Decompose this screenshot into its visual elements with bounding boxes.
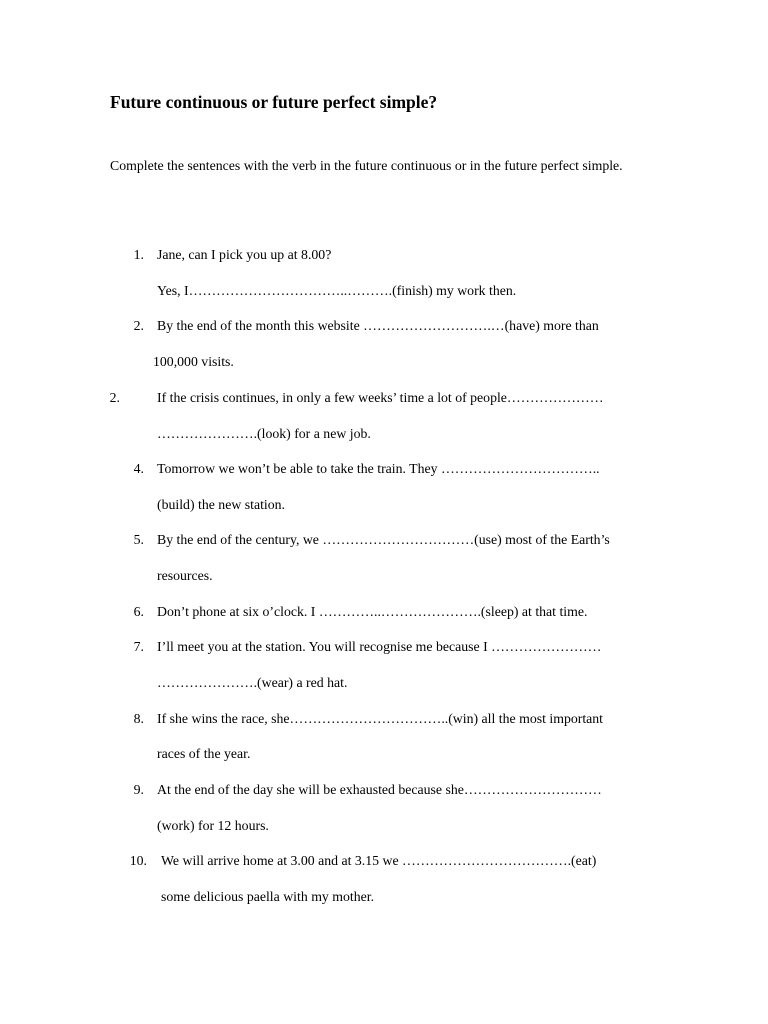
item-line: By the end of the century, we ……………………………(use) most of the Earth’s [157,532,610,547]
item-line: some delicious paella with my mother. [161,889,375,904]
item-number: 1. [133,247,144,262]
item-line: races of the year. [157,746,251,761]
item-line: resources. [157,568,213,583]
item-number: 2. [133,318,144,333]
item-line: At the end of the day she will be exhausted because she………………………… [157,782,602,797]
item-line: Tomorrow we won’t be able to take the train. They …………………………….. [157,461,600,476]
item-line: By the end of the month this website ……………………….…(have) more than [157,318,599,333]
item-line: We will arrive home at 3.00 and at 3.15 we ……………………………….(eat) [161,853,597,868]
item-number: 8. [133,711,144,726]
item-line: Don’t phone at six o’clock. I …………..………………….(sleep) at that time. [157,604,588,619]
item-line: If she wins the race, she……………………………..(win) all the most important [157,711,604,726]
item-number: 6. [133,604,144,619]
item-number: 5. [133,532,144,547]
item-line: 100,000 visits. [153,354,234,369]
item-line: Yes, I……………………………..……….(finish) my work then. [157,283,517,298]
item-line: If the crisis continues, in only a few weeks’ time a lot of people………………… [157,390,604,405]
page-title: Future continuous or future perfect simple? [110,92,438,112]
item-number: 2. [109,390,120,405]
item-number: 4. [133,461,144,476]
item-number: 7. [133,639,144,654]
item-number: 10. [129,853,147,868]
item-number: 9. [133,782,144,797]
item-line: ………………….(look) for a new job. [157,426,371,441]
item-line: I’ll meet you at the station. You will recognise me because I …………………… [157,639,602,654]
item-line: Jane, can I pick you up at 8.00? [157,247,332,262]
instructions: Complete the sentences with the verb in the future continuous or in the future perfect simple. [110,158,623,173]
item-line: (build) the new station. [157,497,285,512]
item-line: (work) for 12 hours. [157,818,269,833]
item-line: ………………….(wear) a red hat. [157,675,348,690]
